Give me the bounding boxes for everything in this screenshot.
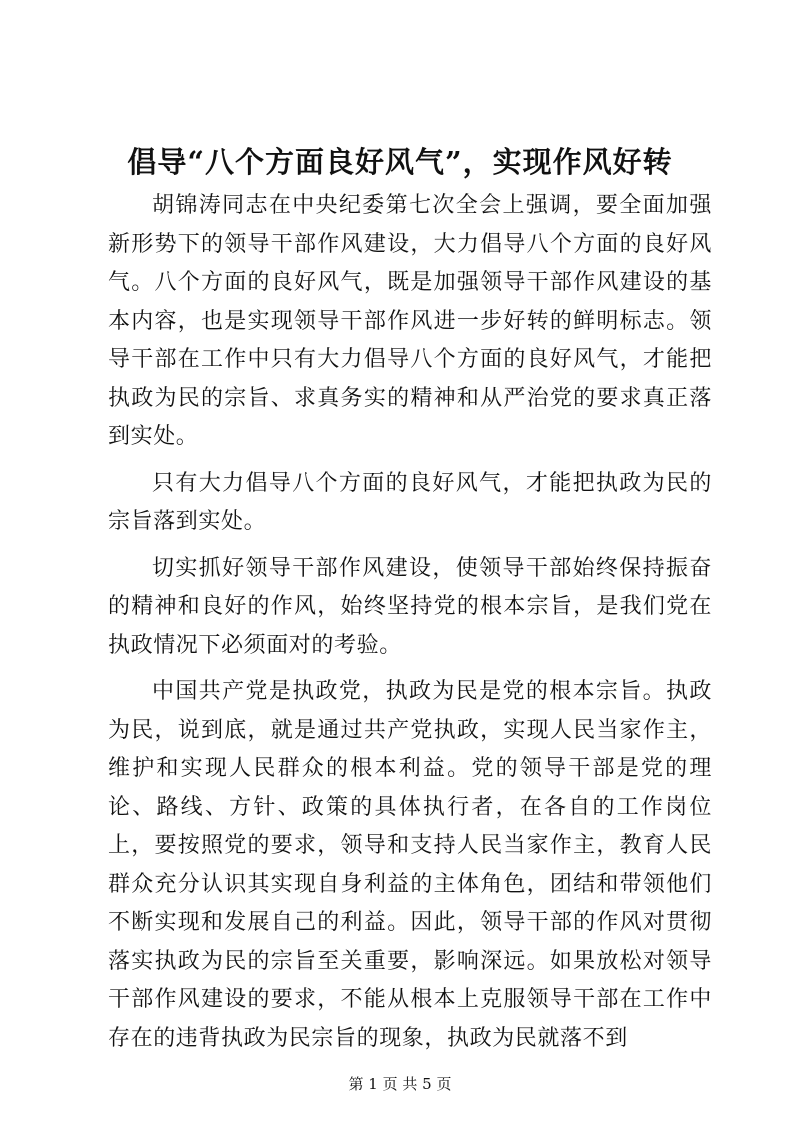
document-body [108,187,712,1066]
paragraph-4: 中国共产党是执政党，执政为民是党的根本宗旨。执政为民，说到底，就是通过共产党执政，实现人民当家作主，维护和实现人民群众的根本利益。党的领导干部是党的理论、路线、方针、政策的具体执行者，在各自的工作岗位上，要按照党的要求，领导和支持人民当家作主，教育人民群众充分认识其实现自身利益的主体角色，团结和带领他们不断实现和发展自己的利益。因此，领导干部的作风对贯彻落实执政为民的宗旨至关重要，影响深远。如果放松对领导干部作风建设的要求，不能从根本上克服领导干部在工作中存在的违背执政为民宗旨的现象，执政为民就落不到 [108,679,712,1051]
paragraph-3: 切实抓好领导干部作风建设，使领导干部始终保持振奋的精神和良好的作风，始终坚持党的根本宗旨，是我们党在执政情况下必须面对的考验。 [108,555,712,658]
document-title: 倡导“八个方面良好风气”，实现作风好转 [127,145,673,179]
paragraph-2: 只有大力倡导八个方面的良好风气，才能把执政为民的宗旨落到实处。 [108,470,712,534]
paragraph-1: 胡锦涛同志在中央纪委第七次全会上强调，要全面加强新形势下的领导干部作风建设，大力倡导八个方面的良好风气。八个方面的良好风气，既是加强领导干部作风建设的基本内容，也是实现领导干部作风进一步好转的鲜明标志。领导干部在工作中只有大力倡导八个方面的良好风气，才能把执政为民的宗旨、求真务实的精神和从严治党的要求真正落到实处。 [108,193,712,449]
page-footer: 第 1 页 共 5 页 [348,1075,452,1093]
